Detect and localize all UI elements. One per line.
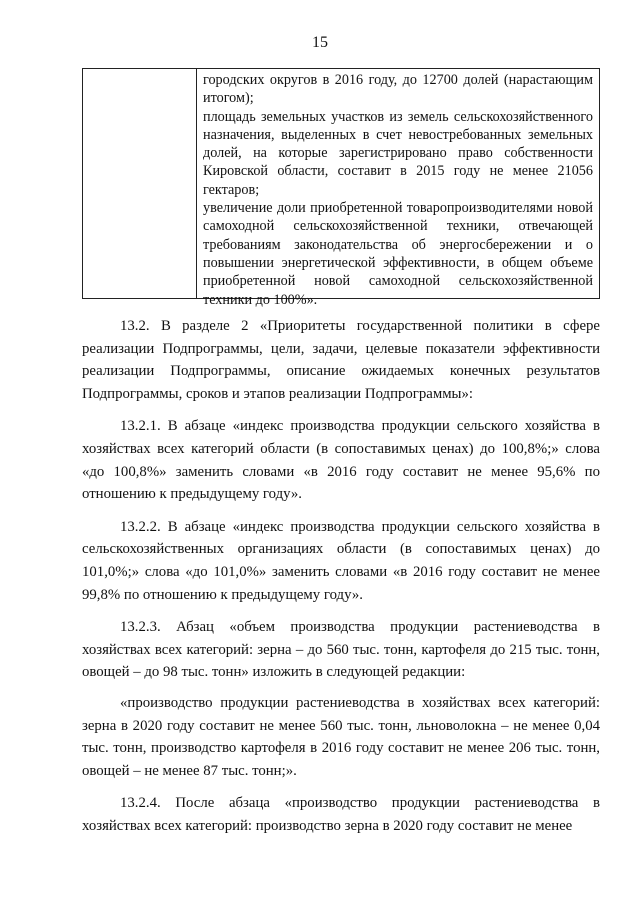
table-left-cell [83,69,197,298]
page-number: 15 [312,34,328,51]
paragraph-new-wording: «производство продукции растениеводства в хозяйствах всех категорий: зерна в 2020 году составит не менее 560 тыс. тонн, льноволокна – не менее 0,04 тыс. тонн, производство картофеля в 2016 году составит не менее 206 тыс. тонн, овощей – не менее 87 тыс. тонн;». [82,694,600,779]
table-item: городских округов в 2016 году, до 12700 долей (нарастающим итогом); [203,72,593,107]
table-right-cell [197,69,599,308]
table-item: площадь земельных участков из земель сельскохозяйственного назначения, выделенных в счет невостребованных земельных долей, на которые зарегистрировано право собственности Кировской области, составит в 2015 году не менее 21056 гектаров; [203,108,593,198]
paragraph-13-2-2: 13.2.2. В абзаце «индекс производства продукции сельского хозяйства в сельскохозяйственных организациях области (в сопоставимых ценах) до 101,0%;» слова «до 101,0%» заменить словами «в 2016 году составит не менее 99,8% по отношению к предыдущему году». [82,518,600,603]
paragraph-13-2-3: 13.2.3. Абзац «объем производства продукции растениеводства в хозяйствах всех категорий: зерна – до 560 тыс. тонн, картофеля до 215 тыс. тонн, овощей – до 98 тыс. тонн» изложить в следующей редакции: [82,619,600,681]
table-item: увеличение доли приобретенной товаропроизводителями новой самоходной сельскохозяйственной техники, отвечающей требованиям законодательства об энергосбережении и о повышении энергетической эффективности, в общем объеме приобретенной новой самоходной сельскохозяйственной техники до 100%». [203,200,593,308]
paragraph-13-2-4: 13.2.4. После абзаца «производство продукции растениеводства в хозяйствах всех категорий: производство зерна в 2020 году составит не менее [82,795,600,834]
paragraph-13-2-1: 13.2.1. В абзаце «индекс производства продукции сельского хозяйства в хозяйствах всех категорий области (в сопоставимых ценах) до 100,8%;» слова «до 100,8%» заменить словами «в 2016 году составит не менее 95,6% по отношению к предыдущему году». [82,418,600,503]
document-body [82,315,600,847]
continuation-table [82,68,600,308]
paragraph-13-2: 13.2. В разделе 2 «Приоритеты государственной политики в сфере реализации Подпрограммы, цели, задачи, целевые показатели эффективности реализации Подпрограммы, описание ожидаемых конечных результатов Подпрограммы, сроков и этапов реализации Подпрограммы»: [82,318,600,402]
